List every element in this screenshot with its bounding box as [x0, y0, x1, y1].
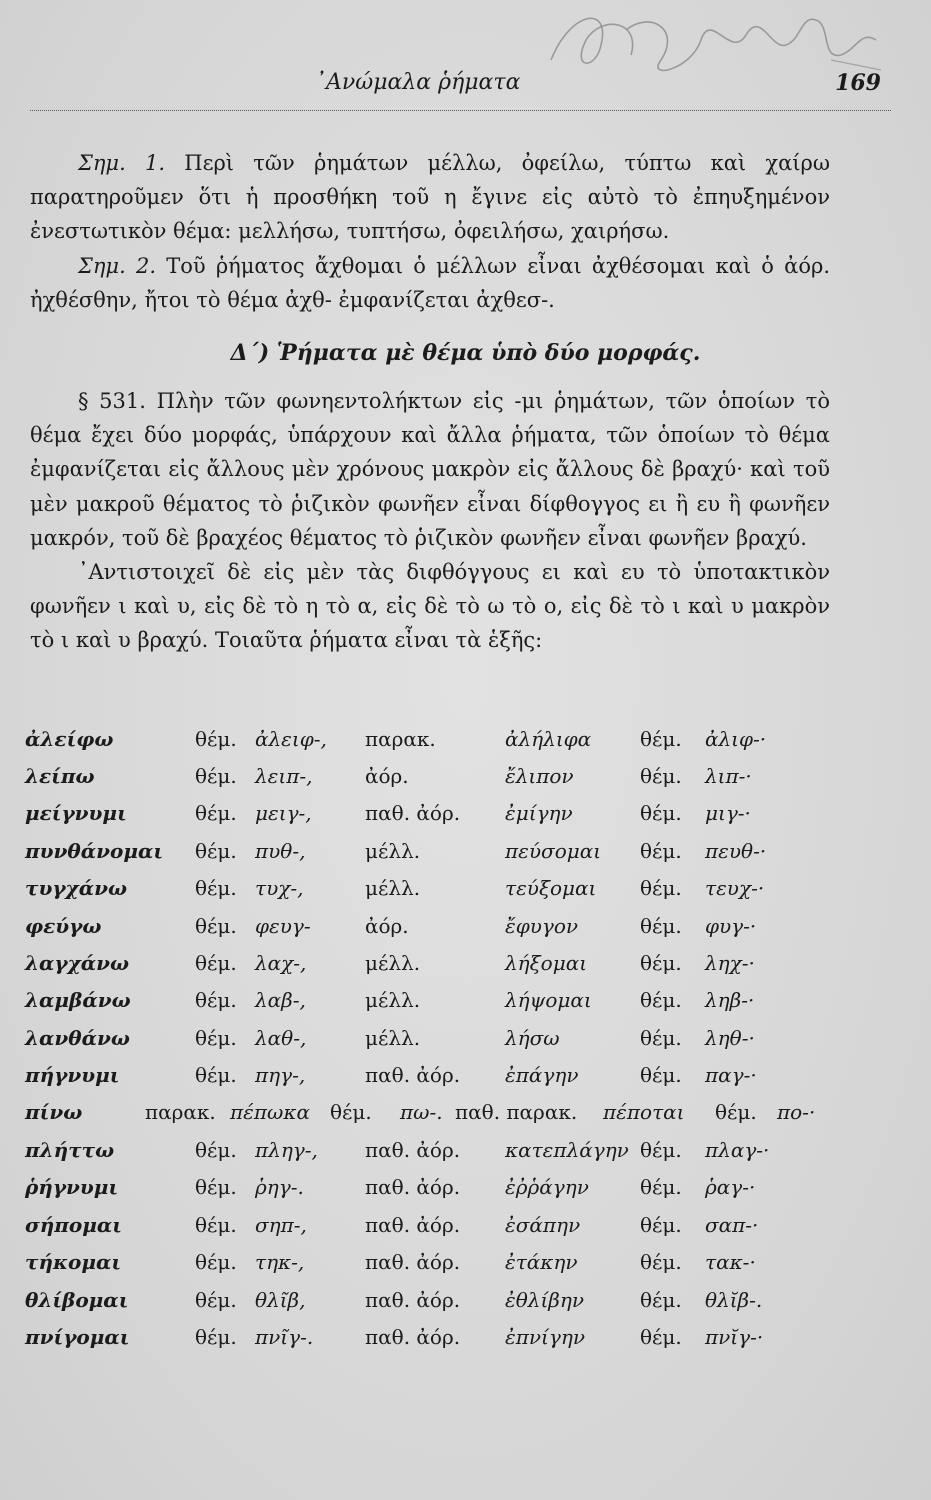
verb-cell-k2: μέλλ.: [365, 1025, 421, 1050]
verb-cell-k1: θέμ.: [195, 1212, 237, 1237]
verb-cell-f3: τευχ-·: [705, 876, 765, 901]
verb-cell-verb: ἀλείφω: [25, 726, 114, 751]
verb-cell-f1: ῥηγ-.: [255, 1175, 304, 1200]
running-title: ᾿Ανώμαλα ῥήματα: [315, 70, 521, 95]
pino-part-e: παθ. παρακ.: [455, 1099, 578, 1124]
verb-cell-k2: παθ. ἀόρ.: [365, 1324, 461, 1349]
verb-cell-k3: θέμ.: [640, 764, 682, 789]
verb-cell-verb: πυνθάνομαι: [25, 838, 164, 863]
verb-row: [25, 1243, 825, 1280]
section-paragraph-2: [30, 555, 830, 658]
verb-cell-k1: θέμ.: [195, 876, 237, 901]
verb-cell-f2: τεύξομαι: [505, 876, 597, 901]
note-2-text: Τοῦ ῥήματος ἄχθομαι ὁ μέλλων εἶναι ἀχθέσομαι καὶ ὁ ἀόρ. ἠχθέσθην, ἤτοι τὸ θέμα ἀχθ- ἐμφανίζεται ἀχθεσ-.: [30, 253, 830, 312]
verb-cell-f2: ἀλήλιφα: [505, 726, 592, 751]
note-1: [30, 146, 830, 249]
verb-cell-k2: παθ. ἀόρ.: [365, 1250, 461, 1275]
verb-row: [25, 720, 825, 757]
verb-table: [25, 720, 825, 1356]
verb-cell-k3: θέμ.: [640, 1025, 682, 1050]
verb-cell-verb: σήπομαι: [25, 1212, 122, 1237]
verb-cell-k3: θέμ.: [640, 1175, 682, 1200]
verb-cell-k1: θέμ.: [195, 801, 237, 826]
section-paragraph: [30, 384, 830, 555]
verb-cell-k3: θέμ.: [640, 726, 682, 751]
verb-cell-k3: θέμ.: [640, 988, 682, 1013]
verb-cell-k1: θέμ.: [195, 988, 237, 1013]
verb-cell-k1: θέμ.: [195, 1250, 237, 1275]
verb-row: [25, 944, 825, 981]
verb-cell-f2: ἐθλίβην: [505, 1287, 584, 1312]
verb-cell-f1: τυχ-,: [255, 876, 304, 901]
verb-cell-k1: θέμ.: [195, 1063, 237, 1088]
verb-row: [25, 1019, 825, 1056]
page-number: 169: [835, 70, 881, 96]
verb-cell-k2: μέλλ.: [365, 951, 421, 976]
verb-cell-k2: μέλλ.: [365, 838, 421, 863]
verb-cell-f1: λαθ-,: [255, 1025, 307, 1050]
page-header: [30, 62, 891, 112]
verb-cell-k3: θέμ.: [640, 951, 682, 976]
pino-part-f: πέποται: [603, 1099, 685, 1124]
verb-cell-f2: κατεπλάγην: [505, 1137, 629, 1162]
verb-cell-k3: θέμ.: [640, 1250, 682, 1275]
verb-cell-f3: ληθ-·: [705, 1025, 755, 1050]
verb-cell-f1: λαχ-,: [255, 951, 307, 976]
verb-cell-f2: ἔφυγον: [505, 913, 579, 938]
verb-cell-f2: ἔλιπον: [505, 764, 574, 789]
verb-row-pino: [25, 1094, 825, 1131]
verb-cell-verb: λανθάνω: [25, 1025, 130, 1050]
verb-cell-f3: μιγ-·: [705, 801, 751, 826]
verb-cell-verb: τυγχάνω: [25, 876, 128, 901]
verb-cell-f2: ἐπάγην: [505, 1063, 579, 1088]
verb-cell-k2: παθ. ἀόρ.: [365, 1287, 461, 1312]
verb-cell-verb: φεύγω: [25, 913, 102, 938]
verb-cell-f2: ἐῤῥάγην: [505, 1175, 589, 1200]
note-2-mark: Σημ. 2.: [78, 253, 156, 278]
verb-cell-k3: θέμ.: [640, 1137, 682, 1162]
section-text: Πλὴν τῶν φωνηεντολήκτων εἰς -μι ῥημάτων, τῶν ὁποίων τὸ θέμα ἔχει δύο μορφάς, ὑπάρχουν καὶ ἄλλα ῥήματα, τῶν ὁποίων τὸ θέμα ἐμφανίζεται εἰς ἄλλους μὲν χρόνους μακρὸν εἰς ἄλλους δὲ βραχύ· καὶ τοῦ μὲν μακροῦ θέματος τὸ ῥιζικὸν φωνῆεν εἶναι δίφθογγος ει ἢ ευ ἢ φωνῆεν μακρόν, τοῦ δὲ βραχέος θέματος τὸ ῥιζικὸν φωνῆεν εἶναι φωνῆεν βραχύ.: [30, 389, 830, 550]
verb-cell-k3: θέμ.: [640, 1212, 682, 1237]
verb-cell-k2: παθ. ἀόρ.: [365, 1212, 461, 1237]
verb-cell-k2: μέλλ.: [365, 876, 421, 901]
note-1-text: Περὶ τῶν ῥημάτων μέλλω, ὀφείλω, τύπτω καὶ χαίρω παρατηροῦμεν ὅτι ἡ προσθήκη τοῦ η ἔγινε εἰς αὐτὸ τὸ ἐπηυξημένον ἐνεστωτικὸν θέμα: μελλήσω, τυπτήσω, ὀφειλήσω, χαιρήσω.: [30, 151, 830, 244]
verb-cell-f3: ληβ-·: [705, 988, 755, 1013]
verb-cell-k2: παθ. ἀόρ.: [365, 1137, 461, 1162]
verb-cell-k1: θέμ.: [195, 726, 237, 751]
verb-cell-f2: ἐπνίγην: [505, 1324, 585, 1349]
verb-cell-f3: ἀλιφ-·: [705, 726, 767, 751]
verb-cell-f1: πηγ-,: [255, 1063, 306, 1088]
verb-cell-k1: θέμ.: [195, 1025, 237, 1050]
verb-cell-verb: πήγνυμι: [25, 1063, 120, 1088]
verb-cell-k3: θέμ.: [640, 801, 682, 826]
verb-cell-k3: θέμ.: [640, 838, 682, 863]
verb-cell-f1: ἀλειφ-,: [255, 726, 327, 751]
verb-cell-k3: θέμ.: [640, 876, 682, 901]
verb-cell-f3: σαπ-·: [705, 1212, 759, 1237]
verb-cell-k3: θέμ.: [640, 913, 682, 938]
verb-row: [25, 982, 825, 1019]
note-1-mark: Σημ. 1.: [78, 151, 166, 175]
verb-cell-f3: ληχ-·: [705, 951, 755, 976]
verb-cell-k1: θέμ.: [195, 764, 237, 789]
section-text-2: ᾿Αντιστοιχεῖ δὲ εἰς μὲν τὰς διφθόγγους ει καὶ ευ τὸ ὑποτακτικὸν φωνῆεν ι καὶ υ, εἰς δὲ τὸ η τὸ α, εἰς δὲ τὸ ω τὸ ο, εἰς δὲ τὸ ι καὶ υ μακρὸν τὸ ι καὶ υ βραχύ. Τοιαῦτα ῥήματα εἶναι τὰ ἑξῆς:: [30, 560, 830, 653]
verb-row: [25, 757, 825, 794]
verb-cell-f3: πλαγ-·: [705, 1137, 770, 1162]
verb-cell-f1: τηκ-,: [255, 1250, 305, 1275]
verb-cell-k1: θέμ.: [195, 1287, 237, 1312]
note-2: [30, 249, 830, 317]
verb-row: [25, 870, 825, 907]
pino-part-b: πέπωκα: [230, 1099, 310, 1124]
verb-row: [25, 1131, 825, 1168]
verb-cell-f2: πεύσομαι: [505, 838, 602, 863]
verb-cell-k2: παθ. ἀόρ.: [365, 801, 461, 826]
pino-part-c: θέμ.: [330, 1099, 372, 1124]
verb-cell-f1: σηπ-,: [255, 1212, 307, 1237]
verb-cell-k2: ἀόρ.: [365, 764, 409, 789]
verb-cell-k3: θέμ.: [640, 1063, 682, 1088]
verb-row: [25, 907, 825, 944]
verb-cell-k1: θέμ.: [195, 1137, 237, 1162]
verb-cell-k1: θέμ.: [195, 1324, 237, 1349]
verb-cell-f2: ἐμίγην: [505, 801, 573, 826]
verb-row: [25, 1169, 825, 1206]
verb-cell-f1: λαβ-,: [255, 988, 306, 1013]
verb-cell-verb: θλίβομαι: [25, 1287, 129, 1312]
verb-cell-verb: ῥήγνυμι: [25, 1175, 119, 1200]
verb-row: [25, 1206, 825, 1243]
verb-cell-f1: φευγ-: [255, 913, 311, 938]
notes-block: [30, 146, 830, 317]
pino-part-h: πο-·: [777, 1099, 816, 1124]
verb-cell-verb: μείγνυμι: [25, 801, 127, 826]
verb-cell-verb: λείπω: [25, 764, 95, 789]
verb-row: [25, 1318, 825, 1355]
verb-cell-f3: φυγ-·: [705, 913, 757, 938]
verb-cell-verb: πνίγομαι: [25, 1324, 130, 1349]
pino-cell: [25, 1094, 825, 1131]
verb-cell-k1: θέμ.: [195, 1175, 237, 1200]
pino-part-verb: πίνω: [25, 1099, 83, 1124]
verb-cell-f1: πληγ-,: [255, 1137, 318, 1162]
verb-cell-verb: λαμβάνω: [25, 988, 131, 1013]
verb-row: [25, 1281, 825, 1318]
verb-cell-k1: θέμ.: [195, 913, 237, 938]
verb-cell-k2: μέλλ.: [365, 988, 421, 1013]
verb-cell-f1: μειγ-,: [255, 801, 312, 826]
verb-cell-f2: λήψομαι: [505, 988, 592, 1013]
pino-part-a: παρακ.: [145, 1099, 216, 1124]
verb-cell-f1: λειπ-,: [255, 764, 313, 789]
verb-cell-f2: λήξομαι: [505, 951, 588, 976]
pino-part-g: θέμ.: [715, 1099, 757, 1124]
section-title: Δ΄) Ῥήματα μὲ θέμα ὑπὸ δύο μορφάς.: [230, 340, 701, 366]
verb-row: [25, 1057, 825, 1094]
verb-cell-f3: θλῐβ-.: [705, 1287, 763, 1312]
verb-cell-k3: θέμ.: [640, 1287, 682, 1312]
verb-cell-f2: ἐσάπην: [505, 1212, 581, 1237]
verb-cell-f3: πνῐγ-·: [705, 1324, 764, 1349]
verb-cell-f3: τακ-·: [705, 1250, 756, 1275]
verb-cell-f1: θλῖβ,: [255, 1287, 306, 1312]
verb-cell-f3: ῥαγ-·: [705, 1175, 756, 1200]
verb-row: [25, 832, 825, 869]
pino-part-d: πω-.: [400, 1099, 443, 1124]
verb-cell-f1: πυθ-,: [255, 838, 306, 863]
header-rule: [30, 110, 891, 111]
section-mark: § 531.: [78, 389, 146, 413]
verb-cell-k1: θέμ.: [195, 838, 237, 863]
verb-cell-verb: τήκομαι: [25, 1250, 122, 1275]
verb-cell-k3: θέμ.: [640, 1324, 682, 1349]
verb-row: [25, 795, 825, 832]
verb-cell-f1: πνῖγ-.: [255, 1324, 314, 1349]
verb-cell-k2: παρακ.: [365, 726, 436, 751]
verb-cell-k2: παθ. ἀόρ.: [365, 1175, 461, 1200]
verb-cell-verb: λαγχάνω: [25, 951, 130, 976]
verb-cell-k2: παθ. ἀόρ.: [365, 1063, 461, 1088]
verb-cell-f3: λιπ-·: [705, 764, 752, 789]
verb-cell-k2: ἀόρ.: [365, 913, 409, 938]
section-block: [30, 384, 830, 658]
verb-cell-f3: πευθ-·: [705, 838, 767, 863]
verb-cell-k1: θέμ.: [195, 951, 237, 976]
verb-cell-f3: παγ-·: [705, 1063, 757, 1088]
verb-cell-verb: πλήττω: [25, 1137, 115, 1162]
verb-cell-f2: λήσω: [505, 1025, 560, 1050]
verb-cell-f2: ἐτάκην: [505, 1250, 578, 1275]
